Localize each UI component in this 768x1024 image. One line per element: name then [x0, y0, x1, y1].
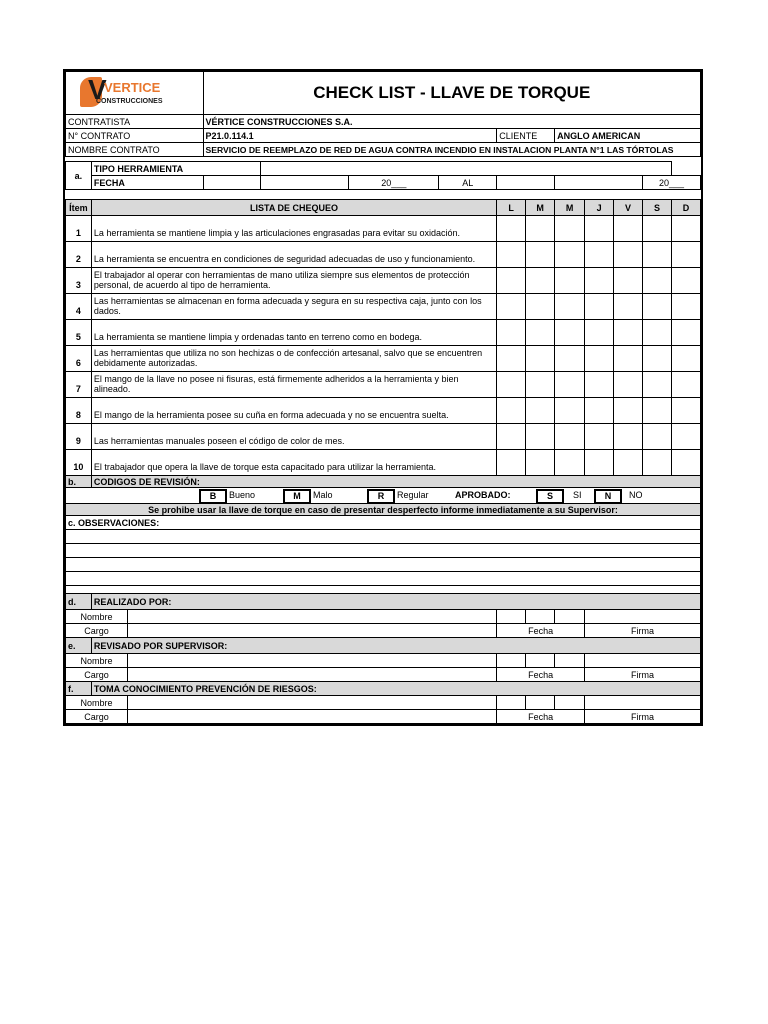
- fecha-month-field[interactable]: [261, 176, 349, 190]
- realizado-fecha-day[interactable]: [526, 610, 555, 624]
- realizado-firma-field[interactable]: [585, 610, 701, 624]
- section-e-letter: e.: [66, 638, 92, 654]
- check-cell[interactable]: [643, 242, 672, 268]
- day-header-m2: M: [555, 200, 585, 216]
- realizado-cargo-field[interactable]: [128, 624, 497, 638]
- tipo-herramienta-field[interactable]: [261, 162, 672, 176]
- firma-label: Firma: [585, 710, 701, 724]
- fecha-label: Fecha: [497, 624, 585, 638]
- check-cell[interactable]: [497, 294, 526, 320]
- logo-v-mark: V: [88, 74, 107, 105]
- contratista-label: CONTRATISTA: [66, 115, 204, 129]
- check-cell[interactable]: [555, 294, 585, 320]
- page-title: CHECK LIST - LLAVE DE TORQUE: [203, 72, 700, 115]
- check-cell[interactable]: [497, 450, 526, 476]
- table-row: [66, 424, 701, 450]
- check-cell[interactable]: [526, 372, 555, 398]
- code-m-label: Malo: [313, 490, 333, 500]
- check-cell[interactable]: [555, 216, 585, 242]
- fecha-label: FECHA: [91, 176, 203, 190]
- realizado-nombre-field[interactable]: [128, 610, 497, 624]
- prevencion-fecha-day[interactable]: [526, 696, 555, 710]
- item-text: La herramienta se mantiene limpia y ordenadas tanto en terreno como en bodega.: [91, 320, 496, 346]
- item-text: Las herramientas que utiliza no son hechizas o de confección artesanal, salvo que se encuentren debidamente autorizadas.: [91, 346, 496, 372]
- check-cell[interactable]: [497, 424, 526, 450]
- nombre-contrato-label: NOMBRE CONTRATO: [66, 143, 204, 157]
- code-b: B: [199, 489, 227, 504]
- code-m: M: [283, 489, 311, 504]
- section-d-title: REALIZADO POR:: [91, 594, 700, 610]
- check-cell[interactable]: [671, 398, 700, 424]
- form-table: [65, 71, 701, 724]
- nombre-label: Nombre: [66, 610, 128, 624]
- observaciones-line[interactable]: [66, 544, 701, 558]
- check-cell[interactable]: [555, 320, 585, 346]
- table-row: [66, 320, 701, 346]
- check-cell[interactable]: [585, 242, 614, 268]
- check-cell[interactable]: [526, 242, 555, 268]
- cargo-label: Cargo: [66, 710, 128, 724]
- item-number: 5: [66, 320, 92, 346]
- check-cell[interactable]: [526, 268, 555, 294]
- cargo-label: Cargo: [66, 624, 128, 638]
- codes-row: [66, 488, 701, 504]
- check-cell[interactable]: [526, 346, 555, 372]
- check-cell[interactable]: [643, 268, 672, 294]
- section-e-title: REVISADO POR SUPERVISOR:: [91, 638, 700, 654]
- check-cell[interactable]: [671, 424, 700, 450]
- check-cell[interactable]: [671, 268, 700, 294]
- revisado-extra-cell[interactable]: [497, 654, 526, 668]
- check-cell[interactable]: [643, 294, 672, 320]
- item-text: Las herramientas manuales poseen el código de color de mes.: [91, 424, 496, 450]
- check-cell[interactable]: [671, 294, 700, 320]
- item-number: 2: [66, 242, 92, 268]
- code-b-label: Bueno: [229, 490, 256, 500]
- check-cell[interactable]: [643, 216, 672, 242]
- check-cell[interactable]: [671, 216, 700, 242]
- firma-label: Firma: [585, 668, 701, 682]
- section-d-letter: d.: [66, 594, 92, 610]
- item-number: 3: [66, 268, 92, 294]
- nombre-label: Nombre: [66, 696, 128, 710]
- check-cell[interactable]: [555, 242, 585, 268]
- check-cell[interactable]: [526, 216, 555, 242]
- prevencion-nombre-field[interactable]: [128, 696, 497, 710]
- check-cell[interactable]: [671, 450, 700, 476]
- fecha-label: Fecha: [497, 668, 585, 682]
- cliente-value: ANGLO AMERICAN: [555, 129, 701, 143]
- check-cell[interactable]: [497, 346, 526, 372]
- observaciones-line[interactable]: [66, 572, 701, 586]
- warning-text: Se prohibe usar la llave de torque en caso de presentar desperfecto informe inmediatamente a su Supervisor:: [66, 504, 701, 516]
- aprobado-label: APROBADO:: [455, 490, 511, 500]
- table-row: [66, 268, 701, 294]
- list-header: LISTA DE CHEQUEO: [91, 200, 496, 216]
- revisado-nombre-field[interactable]: [128, 654, 497, 668]
- item-number: 9: [66, 424, 92, 450]
- cliente-label: CLIENTE: [497, 129, 555, 143]
- fecha-end-day-field[interactable]: [497, 176, 555, 190]
- item-number: 4: [66, 294, 92, 320]
- spacer: [671, 162, 700, 176]
- check-cell[interactable]: [555, 346, 585, 372]
- realizado-fecha-month[interactable]: [555, 610, 585, 624]
- fecha-al-label: AL: [439, 176, 497, 190]
- check-cell[interactable]: [643, 398, 672, 424]
- contrato-label: N° CONTRATO: [66, 129, 204, 143]
- item-number: 7: [66, 372, 92, 398]
- checklist-form: [63, 69, 703, 726]
- check-cell[interactable]: [643, 346, 672, 372]
- day-header-m1: M: [526, 200, 555, 216]
- check-cell[interactable]: [497, 398, 526, 424]
- day-header-j: J: [585, 200, 614, 216]
- table-row: [66, 216, 701, 242]
- table-row: [66, 450, 701, 476]
- logo-text: VERTICE: [104, 80, 161, 95]
- table-row: [66, 294, 701, 320]
- check-cell[interactable]: [671, 346, 700, 372]
- item-number: 10: [66, 450, 92, 476]
- observaciones-line[interactable]: [66, 586, 701, 594]
- check-cell[interactable]: [585, 372, 614, 398]
- check-cell[interactable]: [555, 450, 585, 476]
- check-cell[interactable]: [555, 268, 585, 294]
- prevencion-firma-field[interactable]: [585, 696, 701, 710]
- check-cell[interactable]: [614, 450, 643, 476]
- fecha-day-field[interactable]: [203, 176, 261, 190]
- check-cell[interactable]: [614, 346, 643, 372]
- code-n: N: [594, 489, 622, 504]
- check-cell[interactable]: [497, 372, 526, 398]
- fecha-label: Fecha: [497, 710, 585, 724]
- item-text: La herramienta se encuentra en condiciones de seguridad adecuadas de uso y funcionamiento.: [91, 242, 496, 268]
- table-row: [66, 398, 701, 424]
- table-row: [66, 242, 701, 268]
- revisado-firma-field[interactable]: [585, 654, 701, 668]
- check-cell[interactable]: [497, 216, 526, 242]
- check-cell[interactable]: [526, 450, 555, 476]
- cargo-label: Cargo: [66, 668, 128, 682]
- check-cell[interactable]: [643, 450, 672, 476]
- day-header-d: D: [671, 200, 700, 216]
- day-header-v: V: [614, 200, 643, 216]
- spacer: [66, 190, 701, 200]
- item-text: El trabajador que opera la llave de torque esta capacitado para utilizar la herramienta.: [91, 450, 496, 476]
- observaciones-title: c. OBSERVACIONES:: [66, 516, 701, 530]
- revisado-fecha-month[interactable]: [555, 654, 585, 668]
- prevencion-fecha-month[interactable]: [555, 696, 585, 710]
- code-s-label: SI: [573, 490, 582, 500]
- check-cell[interactable]: [585, 398, 614, 424]
- check-cell[interactable]: [585, 216, 614, 242]
- check-cell[interactable]: [614, 268, 643, 294]
- check-cell[interactable]: [585, 450, 614, 476]
- check-cell[interactable]: [643, 320, 672, 346]
- item-text: El mango de la llave no posee ni fisuras, está firmemente adheridos a la herramienta y bien alineado.: [91, 372, 496, 398]
- table-row: [66, 372, 701, 398]
- table-row: [66, 346, 701, 372]
- item-header: Ítem: [66, 200, 92, 216]
- fecha-year-start[interactable]: 20___: [349, 176, 439, 190]
- realizado-extra-cell[interactable]: [497, 610, 526, 624]
- item-text: El trabajador al operar con herramientas de mano utiliza siempre sus elementos de protección personal, de acuerdo al tipo de herramienta.: [91, 268, 496, 294]
- check-cell[interactable]: [671, 372, 700, 398]
- code-n-label: NO: [629, 490, 643, 500]
- section-b-title: CODIGOS DE REVISIÓN:: [91, 476, 700, 488]
- check-cell[interactable]: [526, 294, 555, 320]
- check-cell[interactable]: [671, 242, 700, 268]
- firma-label: Firma: [585, 624, 701, 638]
- check-cell[interactable]: [614, 372, 643, 398]
- check-cell[interactable]: [497, 320, 526, 346]
- section-f-title: TOMA CONOCIMIENTO PREVENCIÓN DE RIESGOS:: [91, 682, 700, 696]
- check-cell[interactable]: [526, 320, 555, 346]
- check-cell[interactable]: [526, 398, 555, 424]
- code-s: S: [536, 489, 564, 504]
- contratista-value: VÉRTICE CONSTRUCCIONES S.A.: [203, 115, 700, 129]
- check-cell[interactable]: [585, 346, 614, 372]
- item-text: El mango de la herramienta posee su cuña en forma adecuada y no se encuentra suelta.: [91, 398, 496, 424]
- check-cell[interactable]: [585, 424, 614, 450]
- tipo-herramienta-label: TIPO HERRAMIENTA: [91, 162, 261, 176]
- check-cell[interactable]: [614, 398, 643, 424]
- check-cell[interactable]: [614, 294, 643, 320]
- nombre-label: Nombre: [66, 654, 128, 668]
- check-cell[interactable]: [585, 268, 614, 294]
- contrato-value: P21.0.114.1: [203, 129, 497, 143]
- code-r-label: Regular: [397, 490, 429, 500]
- item-number: 8: [66, 398, 92, 424]
- revisado-cargo-field[interactable]: [128, 668, 497, 682]
- day-header-s: S: [643, 200, 672, 216]
- day-header-l: L: [497, 200, 526, 216]
- section-b-letter: b.: [66, 476, 92, 488]
- check-cell[interactable]: [614, 216, 643, 242]
- item-text: Las herramientas se almacenan en forma adecuada y segura en su respectiva caja, junto con los dados.: [91, 294, 496, 320]
- code-r: R: [367, 489, 395, 504]
- logo-subtext: CONSTRUCCIONES: [96, 98, 163, 105]
- prevencion-extra-cell[interactable]: [497, 696, 526, 710]
- fecha-year-end[interactable]: 20___: [643, 176, 701, 190]
- observaciones-line[interactable]: [66, 558, 701, 572]
- check-cell[interactable]: [555, 372, 585, 398]
- check-cell[interactable]: [643, 372, 672, 398]
- fecha-end-month-field[interactable]: [555, 176, 643, 190]
- item-number: 6: [66, 346, 92, 372]
- section-f-letter: f.: [66, 682, 92, 696]
- check-cell[interactable]: [585, 294, 614, 320]
- item-text: La herramienta se mantiene limpia y las articulaciones engrasadas para evitar su oxidación.: [91, 216, 496, 242]
- check-cell[interactable]: [497, 268, 526, 294]
- section-a-letter: a.: [66, 162, 92, 190]
- logo: [66, 72, 204, 115]
- check-cell[interactable]: [671, 320, 700, 346]
- revisado-fecha-day[interactable]: [526, 654, 555, 668]
- check-cell[interactable]: [555, 424, 585, 450]
- check-cell[interactable]: [643, 424, 672, 450]
- check-cell[interactable]: [614, 242, 643, 268]
- prevencion-cargo-field[interactable]: [128, 710, 497, 724]
- nombre-contrato-value: SERVICIO DE REEMPLAZO DE RED DE AGUA CONTRA INCENDIO EN INSTALACION PLANTA N°1 LAS TÓRTOLAS: [203, 143, 700, 157]
- check-cell[interactable]: [614, 424, 643, 450]
- check-cell[interactable]: [614, 320, 643, 346]
- check-cell[interactable]: [555, 398, 585, 424]
- check-cell[interactable]: [497, 242, 526, 268]
- check-cell[interactable]: [526, 424, 555, 450]
- item-number: 1: [66, 216, 92, 242]
- check-cell[interactable]: [585, 320, 614, 346]
- observaciones-line[interactable]: [66, 530, 701, 544]
